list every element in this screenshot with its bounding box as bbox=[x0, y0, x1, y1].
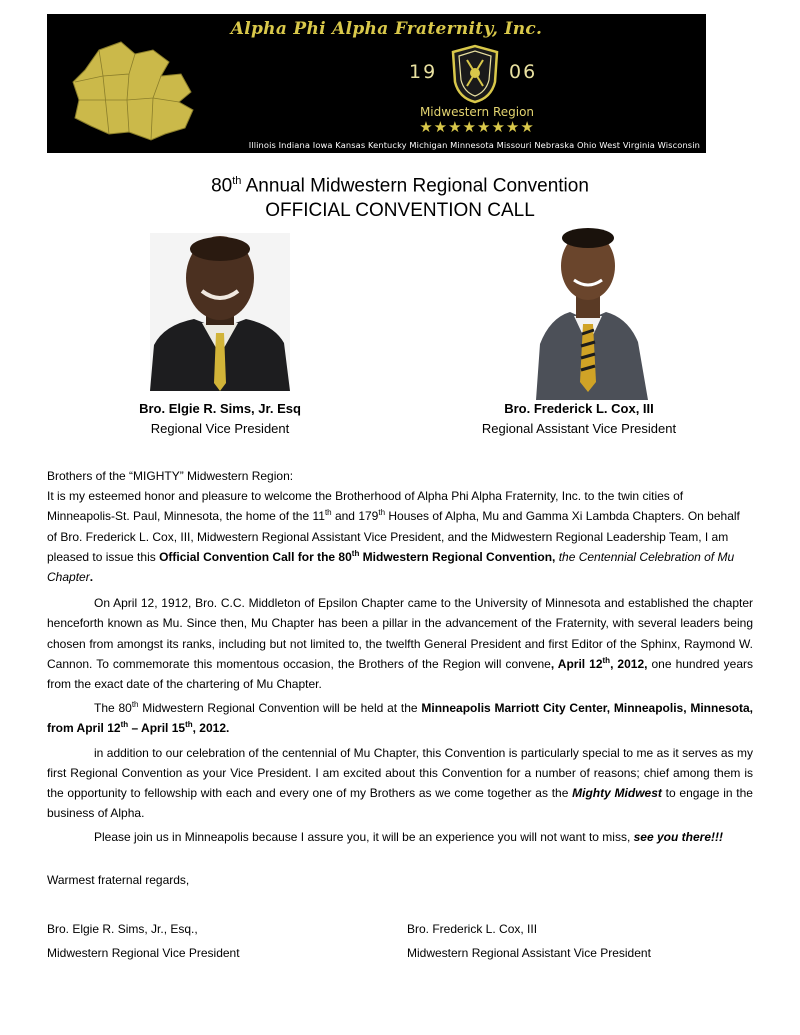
year-right: 06 bbox=[509, 61, 538, 83]
header-banner bbox=[47, 14, 706, 153]
paragraph-2: On April 12, 1912, Bro. C.C. Middleton of Epsilon Chapter came to the University of Minnesota and established the chapter henceforth known as Mu. Since then, Mu Chapter has been a pillar in the advancement of the Fraternity, with several leaders being chosen from amongst its ranks, including but not limited to, the twelfth General President and first Editor of the Sphinx, Raymond W. Cannon. To commemorate this momentous occasion, the Brothers of the Region will convene, April 12th, 2012, one hundred years from the exact date of the chartering of Mu Chapter. bbox=[47, 596, 753, 692]
officer-caption-1 bbox=[120, 399, 320, 439]
photo-elgie-sims bbox=[150, 233, 290, 391]
midwest-map-icon bbox=[69, 36, 209, 146]
officer-caption-2 bbox=[445, 399, 713, 439]
salutation: Brothers of the “MIGHTY” Midwestern Region: bbox=[47, 469, 294, 483]
signature-title: Midwestern Regional Vice President bbox=[47, 945, 240, 960]
region-name: Midwestern Region bbox=[419, 105, 535, 119]
officer-role: Regional Vice President bbox=[150, 421, 290, 436]
year-left: 19 bbox=[409, 61, 438, 83]
signature-block-2 bbox=[407, 918, 651, 965]
closing: Warmest fraternal regards, bbox=[47, 873, 190, 887]
paragraph-3: The 80th Midwestern Regional Convention will be held at the Minneapolis Marriott City Center, Minneapolis, Minnesota, from April 12th – April 15th, 2012. bbox=[47, 700, 754, 736]
photo-frederick-cox bbox=[452, 226, 690, 400]
document-title bbox=[0, 169, 800, 223]
title-line-2: OFFICIAL CONVENTION CALL bbox=[265, 200, 535, 222]
signature-title: Midwestern Regional Assistant Vice President bbox=[407, 945, 651, 960]
states-list: Illinois Indiana Iowa Kansas Kentucky Michigan Minnesota Missouri Nebraska Ohio West Virginia Wisconsin bbox=[248, 140, 700, 150]
banner-title: Alpha Phi Alpha Fraternity, Inc. bbox=[230, 19, 543, 39]
signature-block-1 bbox=[47, 918, 240, 965]
title-line-1: 80th Annual Midwestern Regional Convention bbox=[211, 175, 589, 197]
letter-body bbox=[47, 466, 753, 848]
officer-name: Bro. Elgie R. Sims, Jr. Esq bbox=[139, 401, 301, 416]
officer-name: Bro. Frederick L. Cox, III bbox=[504, 401, 654, 416]
paragraph-4: in addition to our celebration of the centennial of Mu Chapter, this Convention is particularly special to me as it serves as my first Regional Convention as your Vice President. I am excited about this Convention for a number of reasons; chief among them is the opportunity to fellowship with each and every one of my Brothers as we come together as the Mighty Midwest to engage in the business of Alpha. bbox=[47, 745, 753, 821]
stars-row: ★★★★★★★★ bbox=[419, 118, 535, 136]
signature-name: Bro. Elgie R. Sims, Jr., Esq., bbox=[47, 922, 198, 936]
signature-name: Bro. Frederick L. Cox, III bbox=[407, 922, 538, 936]
officer-role: Regional Assistant Vice President bbox=[481, 421, 677, 436]
fraternity-crest-icon bbox=[445, 42, 505, 106]
paragraph-5: Please join us in Minneapolis because I assure you, it will be an experience you will not want to miss, see you there!!! bbox=[94, 830, 723, 845]
paragraph-1: It is my esteemed honor and pleasure to welcome the Brotherhood of Alpha Phi Alpha Fraternity, Inc. to the twin cities of Minneapolis-St. Paul, Minnesota, the home of the 11th and 179th Houses of Alpha, Mu and Gamma Xi Lambda Chapters. On behalf of Bro. Frederick L. Cox, III, Midwestern Regional Assistant Vice President, and the Midwestern Regional Leadership Team, I am pleased to issue this Official Convention Call for the 80th Midwestern Regional Convention, the Centennial Celebration of Mu Chapter. bbox=[47, 489, 740, 585]
